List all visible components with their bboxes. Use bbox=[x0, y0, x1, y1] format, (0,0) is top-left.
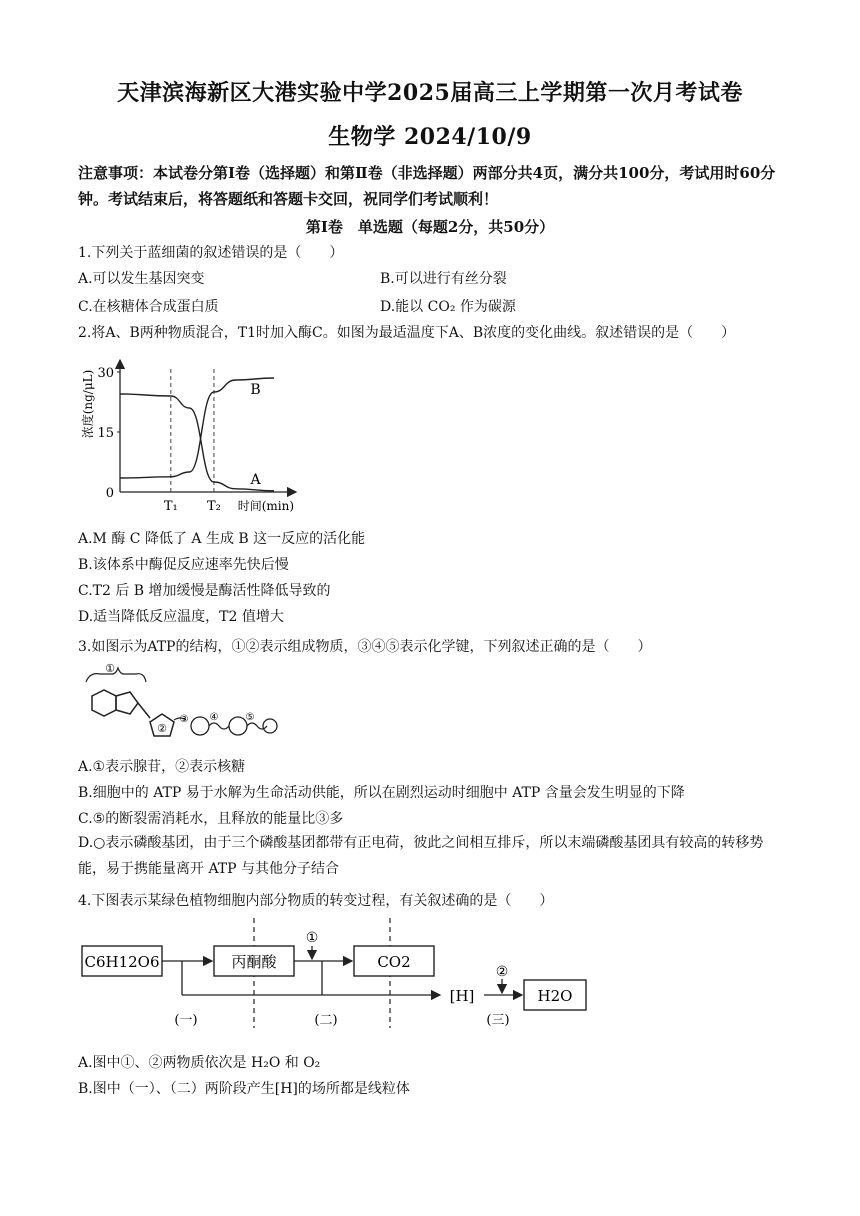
box-co2: CO2 bbox=[377, 953, 411, 971]
label-1: ① bbox=[105, 662, 115, 675]
question-3-option-c: C.⑤的断裂需消耗水，且释放的能量比③多 bbox=[78, 811, 344, 827]
question-1-option-d: D.能以 CO₂ 作为碳源 bbox=[380, 299, 516, 315]
question-2-option-d: D.适当降低反应温度，T2 值增大 bbox=[78, 609, 284, 625]
stage-3-label: (三) bbox=[486, 1013, 510, 1028]
question-2-option-a: A.M 酶 C 降低了 A 生成 B 这一反应的活化能 bbox=[78, 531, 366, 547]
question-1-stem: 1.下列关于蓝细菌的叙述错误的是（ ） bbox=[78, 245, 344, 261]
y-tick-label: 30 bbox=[97, 366, 114, 381]
box-glucose: C6H12O6 bbox=[84, 953, 160, 971]
series-label-A: A bbox=[250, 471, 261, 488]
series-label-B: B bbox=[250, 382, 261, 398]
question-4-option-a: A.图中①、②两物质依次是 H₂O 和 O₂ bbox=[78, 1055, 321, 1071]
label-2: ② bbox=[157, 722, 167, 735]
question-4-stem: 4.下图表示某绿色植物细胞内部分物质的转变过程，有关叙述确的是（ ） bbox=[78, 893, 554, 909]
box-nadh: [H] bbox=[449, 987, 475, 1005]
y-axis-label: 浓度(ng/μL) bbox=[81, 369, 95, 439]
y-tick-label: 0 bbox=[105, 486, 114, 501]
box-pyruvate: 丙酮酸 bbox=[231, 953, 277, 971]
question-2-option-b: B.该体系中酶促反应速率先快后慢 bbox=[78, 557, 289, 573]
concentration-chart bbox=[76, 354, 316, 520]
label-5: ⑤ bbox=[245, 712, 255, 723]
input-2: ② bbox=[495, 964, 509, 980]
exam-title: 天津滨海新区大港实验中学2025届高三上学期第一次月考试卷 bbox=[117, 80, 743, 106]
metabolism-flow-diagram bbox=[76, 916, 596, 1036]
question-2-option-c: C.T2 后 B 增加缓慢是酶活性降低导致的 bbox=[78, 583, 331, 599]
box-water: H2O bbox=[537, 987, 573, 1005]
question-1-option-b: B.可以进行有丝分裂 bbox=[380, 271, 507, 287]
exam-notice: 注意事项：本试卷分第Ⅰ卷（选择题）和第Ⅱ卷（非选择题）两部分共4页，满分共100分，考试用时60分钟。考试结束后，将答题纸和答题卡交回，祝同学们考试顺利！ bbox=[78, 164, 776, 208]
stage-2-label: (二) bbox=[314, 1013, 338, 1028]
x-axis-label: 时间(min) bbox=[237, 499, 294, 513]
y-tick-label: 15 bbox=[97, 426, 114, 441]
question-2-stem: 2.将A、B两种物质混合，T1时加入酶C。如图为最适温度下A、B浓度的变化曲线。叙述错误的是（ ） bbox=[78, 325, 736, 341]
exam-subtitle: 生物学 2024/10/9 bbox=[328, 124, 532, 150]
x-tick-label: T₁ bbox=[163, 499, 178, 514]
section-heading: 第Ⅰ卷 单选题（每题2分，共50分） bbox=[305, 218, 555, 236]
input-1: ① bbox=[305, 930, 319, 946]
question-1-option-c: C.在核糖体合成蛋白质 bbox=[78, 299, 219, 315]
atp-structure-diagram bbox=[78, 660, 278, 750]
question-4-option-b: B.图中（一）、（二）两阶段产生[H]的场所都是线粒体 bbox=[78, 1081, 410, 1097]
x-tick-label: T₂ bbox=[206, 499, 221, 514]
question-3-option-a: A.①表示腺苷，②表示核糖 bbox=[78, 759, 246, 775]
label-4: ④ bbox=[209, 712, 219, 723]
question-3-option-b: B.细胞中的 ATP 易于水解为生命活动供能，所以在剧烈运动时细胞中 ATP 含量会发生明显的下降 bbox=[78, 785, 685, 801]
question-3-option-d: D.○表示磷酸基团，由于三个磷酸基团都带有正电荷，彼此之间相互排斥，所以末端磷酸基团具有较高的转移势能，易于携能量离开 ATP 与其他分子结合 bbox=[78, 835, 764, 877]
label-3: ③ bbox=[179, 714, 189, 725]
question-3-stem: 3.如图示为ATP的结构，①②表示组成物质，③④⑤表示化学键，下列叙述正确的是（ ） bbox=[78, 639, 652, 655]
stage-1-label: (一) bbox=[174, 1013, 198, 1028]
question-1-option-a: A.可以发生基因突变 bbox=[78, 271, 205, 287]
